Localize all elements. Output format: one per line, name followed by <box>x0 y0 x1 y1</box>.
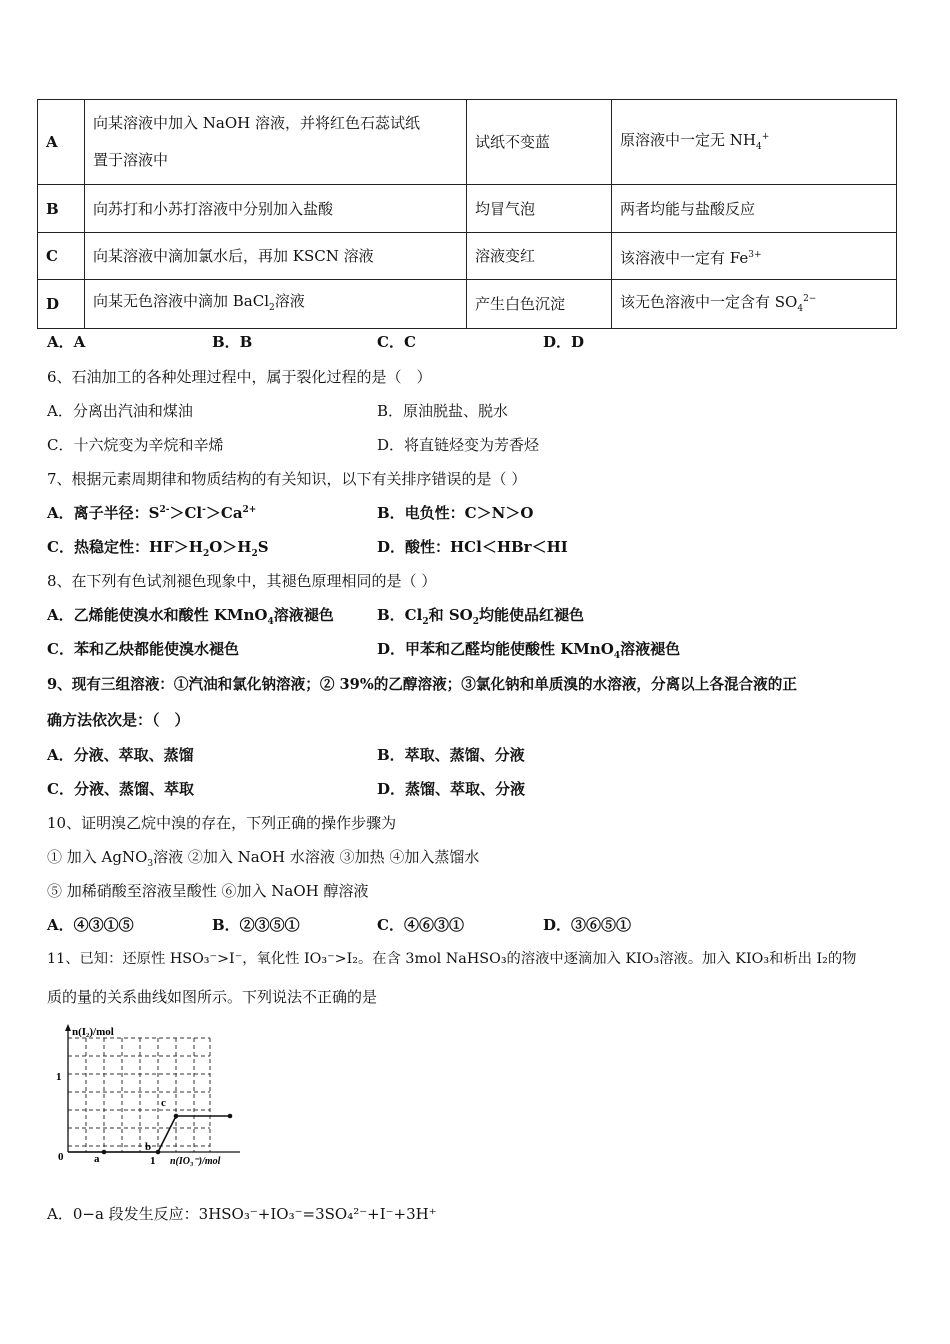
q10-steps-line1: ① 加入 AgNO$_3$溶液 ②加入 NaOH 水溶液 ③加热 ④加入蒸馏水 <box>47 848 480 869</box>
experiment-table <box>37 99 897 329</box>
q10-option-d: D．③⑥⑤① <box>543 916 632 934</box>
x-axis-label: n(IO₃⁻)/mol <box>170 1156 221 1167</box>
conclusion-cell <box>612 233 897 280</box>
row-label: C <box>38 233 85 280</box>
conclusion-text: 该无色溶液中一定含有 SO <box>620 293 798 311</box>
q8-option-b: B．$Cl_2$和 $SO_2$均能使品红褪色 <box>377 606 584 627</box>
q5-option-d: D．D <box>543 333 585 351</box>
origin-label: 0 <box>58 1151 64 1163</box>
operation-cell <box>85 280 467 329</box>
superscript: + <box>761 132 770 142</box>
subscript: 4 <box>755 142 762 152</box>
q10-steps-line2: ⑤ 加稀硝酸至溶液呈酸性 ⑥加入 NaOH 醇溶液 <box>47 882 369 900</box>
operation-text: 置于溶液中 <box>93 151 169 169</box>
q9-option-d: D．蒸馏、萃取、分液 <box>377 780 526 798</box>
point-c-label: c <box>161 1097 166 1109</box>
operation-text: 向某无色溶液中滴加 BaCl <box>93 291 270 310</box>
q6-option-c: C．十六烷变为辛烷和辛烯 <box>47 436 224 454</box>
x-tick-label: 1 <box>150 1155 156 1167</box>
q9-option-a: A．分液、萃取、蒸馏 <box>47 746 194 764</box>
observation-cell: 试纸不变蓝 <box>467 100 612 185</box>
conclusion-text: 原溶液中一定无 NH <box>620 131 756 149</box>
q8-stem: 8、在下列有色试剂褪色现象中，其褪色原理相同的是（ ） <box>47 572 437 590</box>
point-a <box>102 1150 107 1155</box>
iodine-graph <box>50 1022 250 1172</box>
q5-option-b: B．B <box>212 333 253 351</box>
q8-option-a: A．乙烯能使溴水和酸性 KMnO$_4$溶液褪色 <box>47 606 334 627</box>
q7-option-b: B．电负性：C＞N＞O <box>377 504 534 522</box>
conclusion-cell <box>612 100 897 185</box>
y-axis-label: n(I₂)/mol <box>72 1026 114 1038</box>
q9-stem-line2: 确方法依次是：（ ） <box>47 711 190 729</box>
conclusion-cell: 两者均能与盐酸反应 <box>612 185 897 233</box>
q10-stem: 10、证明溴乙烷中溴的存在，下列正确的操作步骤为 <box>47 814 397 832</box>
operation-text: 向某溶液中加入 NaOH 溶液，并将红色石蕊试纸 <box>93 114 420 132</box>
q9-stem-line1: 9、现有三组溶液：①汽油和氯化钠溶液；② 39%的乙醇溶液；③氯化钠和单质溴的水溶液，分离以上各混合液的正 <box>47 676 797 693</box>
q7-stem: 7、根据元素周期律和物质结构的有关知识，以下有关排序错误的是（ ） <box>47 470 527 488</box>
row-label: A <box>38 100 85 185</box>
conclusion-cell <box>612 280 897 329</box>
y-tick-label: 1 <box>56 1071 62 1083</box>
q7-option-d: D．酸性：HCl＜HBr＜HI <box>377 538 568 556</box>
graph-grid <box>68 1038 210 1152</box>
q11-stem-line2: 质的量的关系曲线如图所示。下列说法不正确的是 <box>47 988 378 1006</box>
series-end-point <box>228 1114 233 1119</box>
q8-option-c: C．苯和乙炔都能使溴水褪色 <box>47 640 239 658</box>
q11-stem-line1: 11、已知：还原性 HSO₃⁻>I⁻，氧化性 IO₃⁻>I₂。在含 3mol NaHSO₃的溶液中逐滴加入 KIO₃溶液。加入 KIO₃和析出 I₂的物 <box>47 951 857 967</box>
conclusion-text: 该溶液中一定有 Fe <box>620 248 749 267</box>
q6-stem: 6、石油加工的各种处理过程中，属于裂化过程的是（ ） <box>47 368 432 386</box>
point-b-label: b <box>145 1141 152 1153</box>
point-c <box>174 1114 179 1119</box>
q10-option-c: C．④⑥③① <box>377 916 464 934</box>
subscript: 2 <box>269 302 275 313</box>
q10-option-b: B．②③⑤① <box>212 916 300 934</box>
q6-option-b: B．原油脱盐、脱水 <box>377 402 509 420</box>
subscript: 4 <box>797 304 804 314</box>
superscript: 2− <box>803 294 817 304</box>
row-label: B <box>38 185 85 233</box>
q11-option-a: A．0−a 段发生反应：3HSO₃⁻+IO₃⁻=3SO₄²⁻+I⁻+3H⁺ <box>47 1205 437 1223</box>
observation-cell: 产生白色沉淀 <box>467 280 612 329</box>
y-axis-arrow <box>65 1024 71 1031</box>
q7-option-a: A．离子半径：$S^{2-}>Cl^->Ca^{2+}$ <box>47 504 257 522</box>
operation-text: 溶液 <box>274 291 305 310</box>
q10-option-a: A．④③①⑤ <box>47 916 134 934</box>
q9-option-c: C．分液、蒸馏、萃取 <box>47 780 194 798</box>
q5-option-a: A．A <box>47 333 86 351</box>
q6-option-a: A．分离出汽油和煤油 <box>47 402 193 420</box>
q7-option-c: C．热稳定性：$HF>H_2O>H_2S$ <box>47 538 269 559</box>
row-label: D <box>38 280 85 329</box>
operation-cell: 向苏打和小苏打溶液中分别加入盐酸 <box>85 185 467 233</box>
observation-cell: 均冒气泡 <box>467 185 612 233</box>
operation-cell <box>85 100 467 185</box>
q6-option-d: D．将直链烃变为芳香烃 <box>377 436 540 454</box>
superscript: 3+ <box>748 249 762 260</box>
point-b <box>156 1150 161 1155</box>
point-a-label: a <box>94 1153 100 1165</box>
q8-option-d: D．甲苯和乙醛均能使酸性 KMnO$_4$溶液褪色 <box>377 640 681 661</box>
operation-cell: 向某溶液中滴加氯水后，再加 KSCN 溶液 <box>85 233 467 280</box>
q5-option-c: C．C <box>377 333 416 351</box>
observation-cell: 溶液变红 <box>467 233 612 280</box>
q9-option-b: B．萃取、蒸馏、分液 <box>377 746 525 764</box>
